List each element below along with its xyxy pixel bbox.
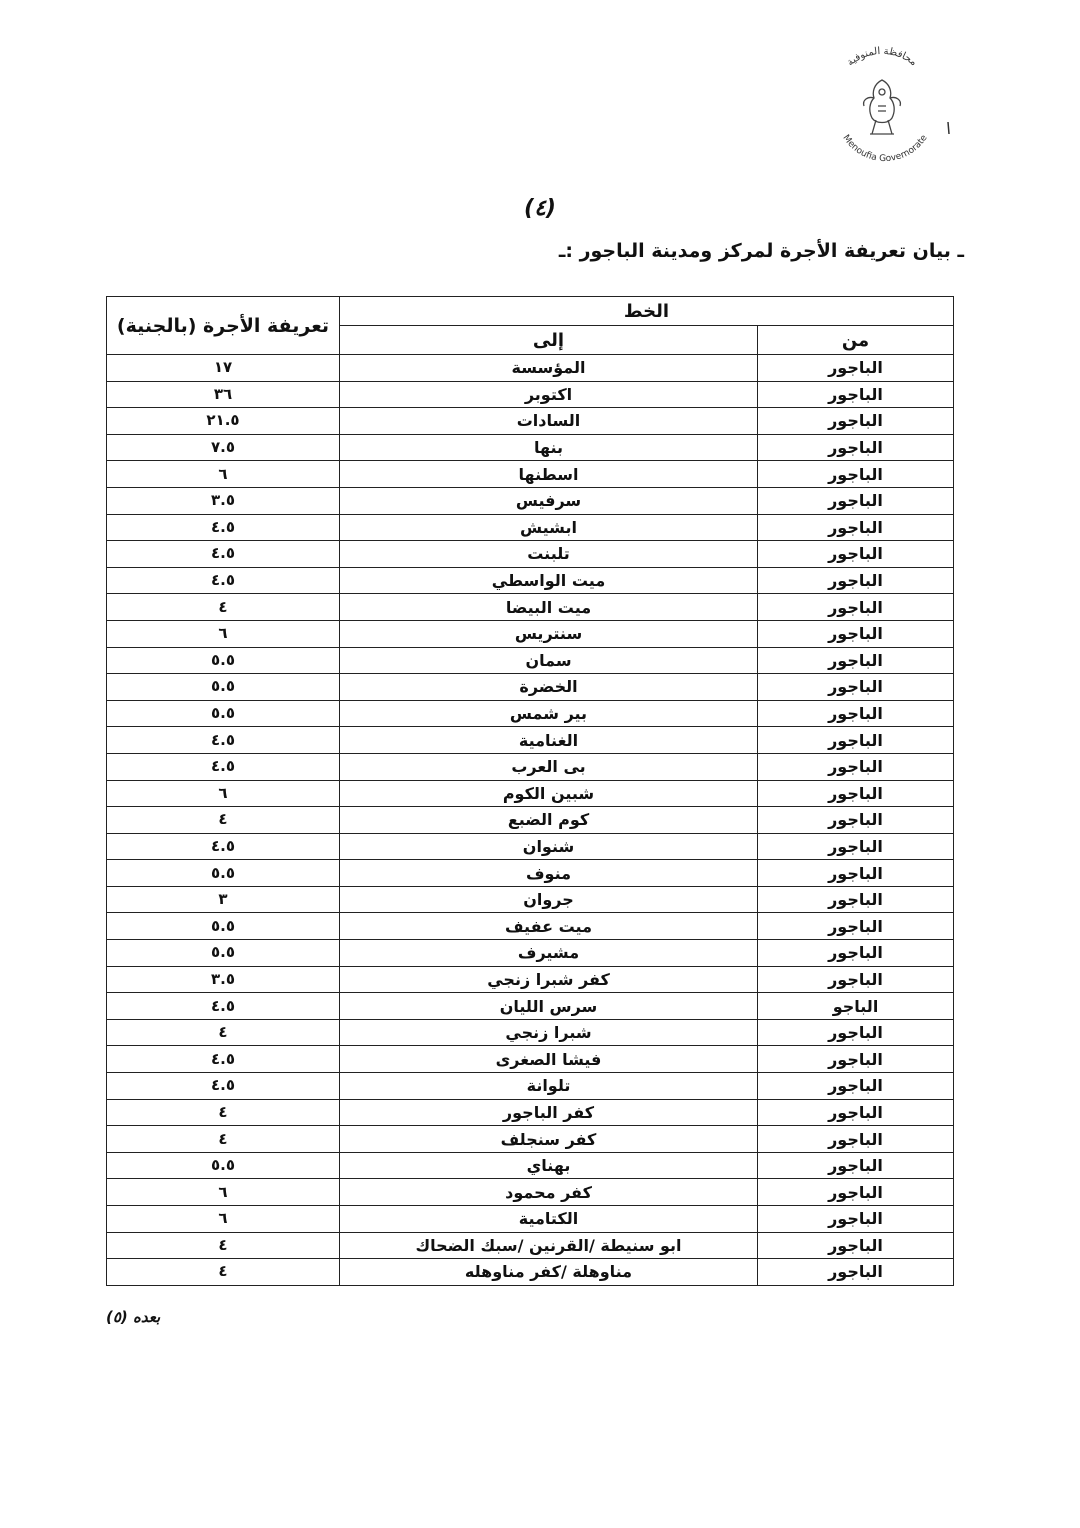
fare-cell: ٥.٥ bbox=[107, 913, 340, 940]
from-cell: الباجور bbox=[758, 700, 954, 727]
table-row bbox=[107, 1206, 954, 1233]
from-cell: الباجور bbox=[758, 1019, 954, 1046]
table-row bbox=[107, 434, 954, 461]
from-cell: الباجور bbox=[758, 674, 954, 701]
to-cell: كفر الباجور bbox=[340, 1099, 758, 1126]
to-cell: مناوهلة /كفر مناوهله bbox=[340, 1259, 758, 1286]
to-cell: ميت البيضا bbox=[340, 594, 758, 621]
document-title: ـ بيان تعريفة الأجرة لمركز ومدينة الباجور :ـ bbox=[558, 240, 964, 262]
table-row bbox=[107, 355, 954, 382]
fare-cell: ٤ bbox=[107, 594, 340, 621]
from-cell: الباجور bbox=[758, 514, 954, 541]
from-cell: الباجور bbox=[758, 1259, 954, 1286]
to-cell: شبين الكوم bbox=[340, 780, 758, 807]
to-cell: سرس الليان bbox=[340, 993, 758, 1020]
table-row bbox=[107, 700, 954, 727]
table-row bbox=[107, 1232, 954, 1259]
to-cell: ابشيش bbox=[340, 514, 758, 541]
seal-text-bottom: Menoufia Governorate bbox=[840, 133, 930, 165]
table-row bbox=[107, 674, 954, 701]
fare-cell: ٥.٥ bbox=[107, 647, 340, 674]
from-cell: الباجور bbox=[758, 886, 954, 913]
fare-cell: ٥.٥ bbox=[107, 700, 340, 727]
fare-cell: ٦ bbox=[107, 620, 340, 647]
fare-cell: ٦ bbox=[107, 1179, 340, 1206]
table-row bbox=[107, 913, 954, 940]
fare-table bbox=[106, 296, 954, 1286]
fare-cell: ٤.٥ bbox=[107, 541, 340, 568]
fare-cell: ٤.٥ bbox=[107, 514, 340, 541]
fare-cell: ٤ bbox=[107, 1099, 340, 1126]
fare-cell: ١٧ bbox=[107, 355, 340, 382]
from-cell: الباجور bbox=[758, 567, 954, 594]
from-cell: الباجور bbox=[758, 355, 954, 382]
to-cell: المؤسسة bbox=[340, 355, 758, 382]
fare-cell: ٤ bbox=[107, 1232, 340, 1259]
table-row bbox=[107, 753, 954, 780]
fare-cell: ٤.٥ bbox=[107, 567, 340, 594]
table-row bbox=[107, 461, 954, 488]
from-cell: الباجور bbox=[758, 1232, 954, 1259]
fare-cell: ٤.٥ bbox=[107, 727, 340, 754]
from-cell: الباجور bbox=[758, 1046, 954, 1073]
to-cell: الخضرة bbox=[340, 674, 758, 701]
table-row bbox=[107, 620, 954, 647]
to-cell: تلبنت bbox=[340, 541, 758, 568]
table-row bbox=[107, 780, 954, 807]
fare-cell: ٤ bbox=[107, 1126, 340, 1153]
to-cell: شبرا زنجي bbox=[340, 1019, 758, 1046]
to-cell: منوف bbox=[340, 860, 758, 887]
to-cell: ميت عفيف bbox=[340, 913, 758, 940]
fare-cell: ٤ bbox=[107, 807, 340, 834]
fare-cell: ٦ bbox=[107, 780, 340, 807]
table-row bbox=[107, 860, 954, 887]
from-cell: الباجور bbox=[758, 1099, 954, 1126]
table-row bbox=[107, 594, 954, 621]
to-cell: بنها bbox=[340, 434, 758, 461]
from-cell: الباجور bbox=[758, 753, 954, 780]
governorate-seal bbox=[812, 40, 952, 170]
from-cell: الباجور bbox=[758, 1073, 954, 1100]
from-cell: الباجور bbox=[758, 833, 954, 860]
fare-cell: ٤.٥ bbox=[107, 1073, 340, 1100]
to-cell: ابو سنيطة /القرنين /سبك الضحاك bbox=[340, 1232, 758, 1259]
fare-cell: ٣.٥ bbox=[107, 966, 340, 993]
from-cell: الباجور bbox=[758, 1206, 954, 1233]
to-cell: كوم الضبع bbox=[340, 807, 758, 834]
table-row bbox=[107, 1152, 954, 1179]
table-row bbox=[107, 833, 954, 860]
fare-cell: ٥.٥ bbox=[107, 860, 340, 887]
table-row bbox=[107, 1259, 954, 1286]
table-row bbox=[107, 993, 954, 1020]
to-cell: مشيرف bbox=[340, 940, 758, 967]
to-cell: الكتامية bbox=[340, 1206, 758, 1233]
to-cell: تلوانة bbox=[340, 1073, 758, 1100]
table-row bbox=[107, 1019, 954, 1046]
to-cell: بهناي bbox=[340, 1152, 758, 1179]
from-cell: الباجور bbox=[758, 541, 954, 568]
line-header: الخط bbox=[340, 297, 954, 326]
from-cell: الباجور bbox=[758, 381, 954, 408]
fare-cell: ٤.٥ bbox=[107, 993, 340, 1020]
to-cell: كفر شبرا زنجي bbox=[340, 966, 758, 993]
from-header: من bbox=[758, 326, 954, 355]
from-cell: الباجور bbox=[758, 1152, 954, 1179]
from-cell: الباجور bbox=[758, 1179, 954, 1206]
fare-cell: ٤ bbox=[107, 1019, 340, 1046]
table-row bbox=[107, 727, 954, 754]
table-row bbox=[107, 408, 954, 435]
table-row bbox=[107, 1073, 954, 1100]
to-cell: اسطنها bbox=[340, 461, 758, 488]
continuation-note: بعده (٥) bbox=[106, 1308, 161, 1326]
table-row bbox=[107, 966, 954, 993]
to-cell: شنوان bbox=[340, 833, 758, 860]
from-cell: الباجور bbox=[758, 647, 954, 674]
to-cell: السادات bbox=[340, 408, 758, 435]
from-cell: الباجور bbox=[758, 807, 954, 834]
fare-cell: ٣٦ bbox=[107, 381, 340, 408]
to-cell: ميت الواسطي bbox=[340, 567, 758, 594]
from-cell: الباجور bbox=[758, 1126, 954, 1153]
to-cell: سمان bbox=[340, 647, 758, 674]
to-header: إلى bbox=[340, 326, 758, 355]
from-cell: الباجور bbox=[758, 594, 954, 621]
fare-cell: ٥.٥ bbox=[107, 1152, 340, 1179]
from-cell: الباجو bbox=[758, 993, 954, 1020]
table-row bbox=[107, 487, 954, 514]
table-row bbox=[107, 940, 954, 967]
fare-cell: ٥.٥ bbox=[107, 940, 340, 967]
from-cell: الباجور bbox=[758, 408, 954, 435]
fare-cell: ٤.٥ bbox=[107, 833, 340, 860]
from-cell: الباجور bbox=[758, 940, 954, 967]
to-cell: كفر سنجلف bbox=[340, 1126, 758, 1153]
table-row bbox=[107, 541, 954, 568]
from-cell: الباجور bbox=[758, 913, 954, 940]
from-cell: الباجور bbox=[758, 461, 954, 488]
fare-cell: ٤ bbox=[107, 1259, 340, 1286]
page-number: (٤) bbox=[524, 196, 556, 221]
table-row bbox=[107, 567, 954, 594]
table-row bbox=[107, 381, 954, 408]
fare-cell: ٢١.٥ bbox=[107, 408, 340, 435]
fare-cell: ٤.٥ bbox=[107, 753, 340, 780]
to-cell: بير شمس bbox=[340, 700, 758, 727]
from-cell: الباجور bbox=[758, 620, 954, 647]
to-cell: كفر محمود bbox=[340, 1179, 758, 1206]
fare-header: تعريفة الأجرة (بالجنية) bbox=[107, 297, 340, 355]
from-cell: الباجور bbox=[758, 966, 954, 993]
fare-cell: ٧.٥ bbox=[107, 434, 340, 461]
seal-text-top: محافظة المنوفية bbox=[845, 45, 919, 69]
to-cell: سرفيس bbox=[340, 487, 758, 514]
to-cell: اكتوبر bbox=[340, 381, 758, 408]
seal-emblem-icon bbox=[812, 40, 952, 170]
table-row bbox=[107, 1099, 954, 1126]
from-cell: الباجور bbox=[758, 860, 954, 887]
table-row bbox=[107, 1046, 954, 1073]
fare-cell: ٥.٥ bbox=[107, 674, 340, 701]
fare-cell: ٦ bbox=[107, 461, 340, 488]
to-cell: بى العرب bbox=[340, 753, 758, 780]
to-cell: جروان bbox=[340, 886, 758, 913]
from-cell: الباجور bbox=[758, 487, 954, 514]
table-row bbox=[107, 807, 954, 834]
fare-cell: ٣.٥ bbox=[107, 487, 340, 514]
fare-cell: ٣ bbox=[107, 886, 340, 913]
table-row bbox=[107, 886, 954, 913]
fare-cell: ٦ bbox=[107, 1206, 340, 1233]
to-cell: سنتريس bbox=[340, 620, 758, 647]
table-row bbox=[107, 1179, 954, 1206]
fare-cell: ٤.٥ bbox=[107, 1046, 340, 1073]
table-row bbox=[107, 1126, 954, 1153]
fare-rows bbox=[107, 355, 954, 1286]
table-row bbox=[107, 647, 954, 674]
from-cell: الباجور bbox=[758, 434, 954, 461]
to-cell: فيشا الصغرى bbox=[340, 1046, 758, 1073]
from-cell: الباجور bbox=[758, 727, 954, 754]
to-cell: الغنامية bbox=[340, 727, 758, 754]
from-cell: الباجور bbox=[758, 780, 954, 807]
table-row bbox=[107, 514, 954, 541]
